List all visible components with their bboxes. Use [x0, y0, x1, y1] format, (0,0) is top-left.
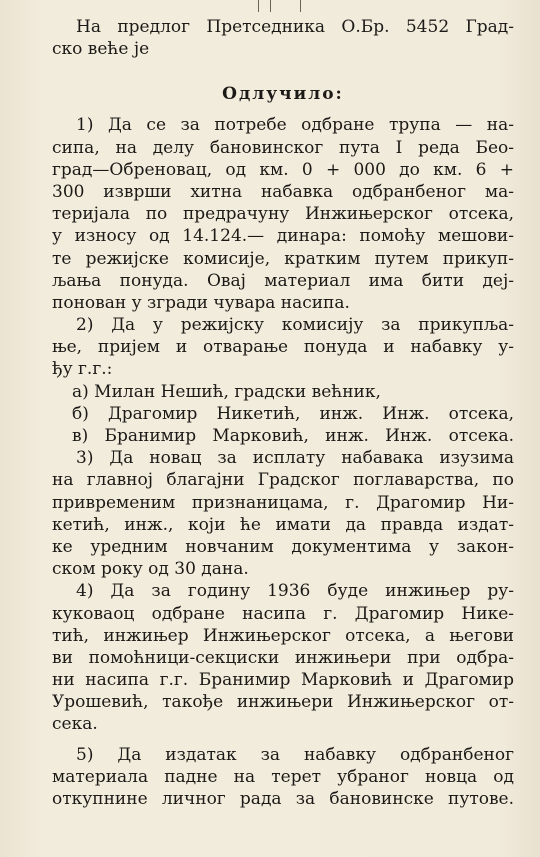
paragraph-line: 3) Да новац за исплату набавака изузима: [76, 448, 514, 469]
paragraph-line: откупнине личног рада за бановинске путове.: [52, 789, 514, 809]
paragraph-line: ње, пријем и отварање понуда и набавку у-: [52, 337, 514, 358]
paragraph-line: 5) Да издатак за набавку одбранбеног: [76, 744, 514, 765]
list-item: б) Драгомир Никетић, инж. Инж. отсека,: [72, 403, 514, 424]
decision-heading: Одлучило:: [222, 84, 344, 105]
paragraph-line: ни насипа г.г. Бранимир Марковић и Драгомир: [52, 670, 514, 691]
paragraph-line: љања понуда. Овај материал има бити деј-: [52, 270, 514, 291]
paragraph-line: теријала по предрачуну Инжињерског отсека,: [52, 204, 514, 225]
intro-line: На предлог Претседника О.Бр. 5452 Град-: [76, 17, 514, 37]
text-column: [52, 16, 514, 810]
column-rule-mark: [270, 0, 271, 12]
paragraph-2: [52, 314, 514, 381]
paragraph-line: Урошевић, такође инжињери Инжињерског от-: [52, 692, 514, 713]
intro-paragraph: [52, 16, 514, 60]
list-item: а) Милан Нешић, градски већник,: [72, 381, 381, 402]
list-item: в) Бранимир Марковић, инж. Инж. отсека.: [72, 426, 514, 446]
paragraph-5: [52, 744, 514, 811]
paragraph-line: у износу од 14.124.— динара: помоћу мешови-: [52, 226, 514, 247]
paragraph-line: куковаоц одбране насипа г. Драгомир Нике-: [52, 603, 514, 624]
intro-line: ско веће је: [52, 39, 150, 60]
paragraph-line: на главној благајни Градског поглаварства, по: [52, 470, 514, 491]
paragraph-line: ке уредним новчаним документима у закон-: [52, 536, 514, 557]
paragraph-3: [52, 447, 514, 580]
paragraph-line: 1) Да се за потребе одбране трупа — на-: [76, 115, 514, 136]
paragraph-line: те режијске комисије, кратким путем прикуп-: [52, 248, 514, 269]
paragraph-gap: [52, 736, 514, 744]
paragraph-line: сипа, на делу бановинског пута I реда Бео-: [52, 137, 514, 158]
paragraph-line: кетић, инж., који ће имати да правда издат-: [52, 514, 514, 535]
paragraph-line: тић, инжињер Инжињерског отсека, а његови: [52, 625, 514, 646]
paragraph-line: град—Обреновац, од км. 0 + 000 до км. 6 +: [52, 159, 514, 180]
paragraph-line: ском року од 30 дана.: [52, 559, 249, 580]
paragraph-line: понован у згради чувара насипа.: [52, 292, 350, 313]
commission-members-list: [52, 381, 514, 448]
paragraph-line: материала падне на терет убраног новца од: [52, 766, 514, 787]
column-rule-mark: [300, 0, 301, 12]
paragraph-1: [52, 114, 514, 314]
paragraph-line: привременим признаницама, г. Драгомир Ни-: [52, 492, 514, 513]
paragraph-line: 300 изврши хитна набавка одбранбеног ма-: [52, 181, 514, 202]
paragraph-4: [52, 580, 514, 735]
column-rule-mark: [258, 0, 259, 12]
paragraph-line: 2) Да у режијску комисију за прикупља-: [76, 315, 514, 336]
paragraph-line: 4) Да за годину 1936 буде инжињер ру-: [76, 581, 514, 602]
paragraph-line: ви помоћници-секциски инжињери при одбра-: [52, 647, 514, 668]
paragraph-line: сека.: [52, 714, 98, 735]
paragraph-line: ђу г.г.:: [52, 359, 113, 380]
